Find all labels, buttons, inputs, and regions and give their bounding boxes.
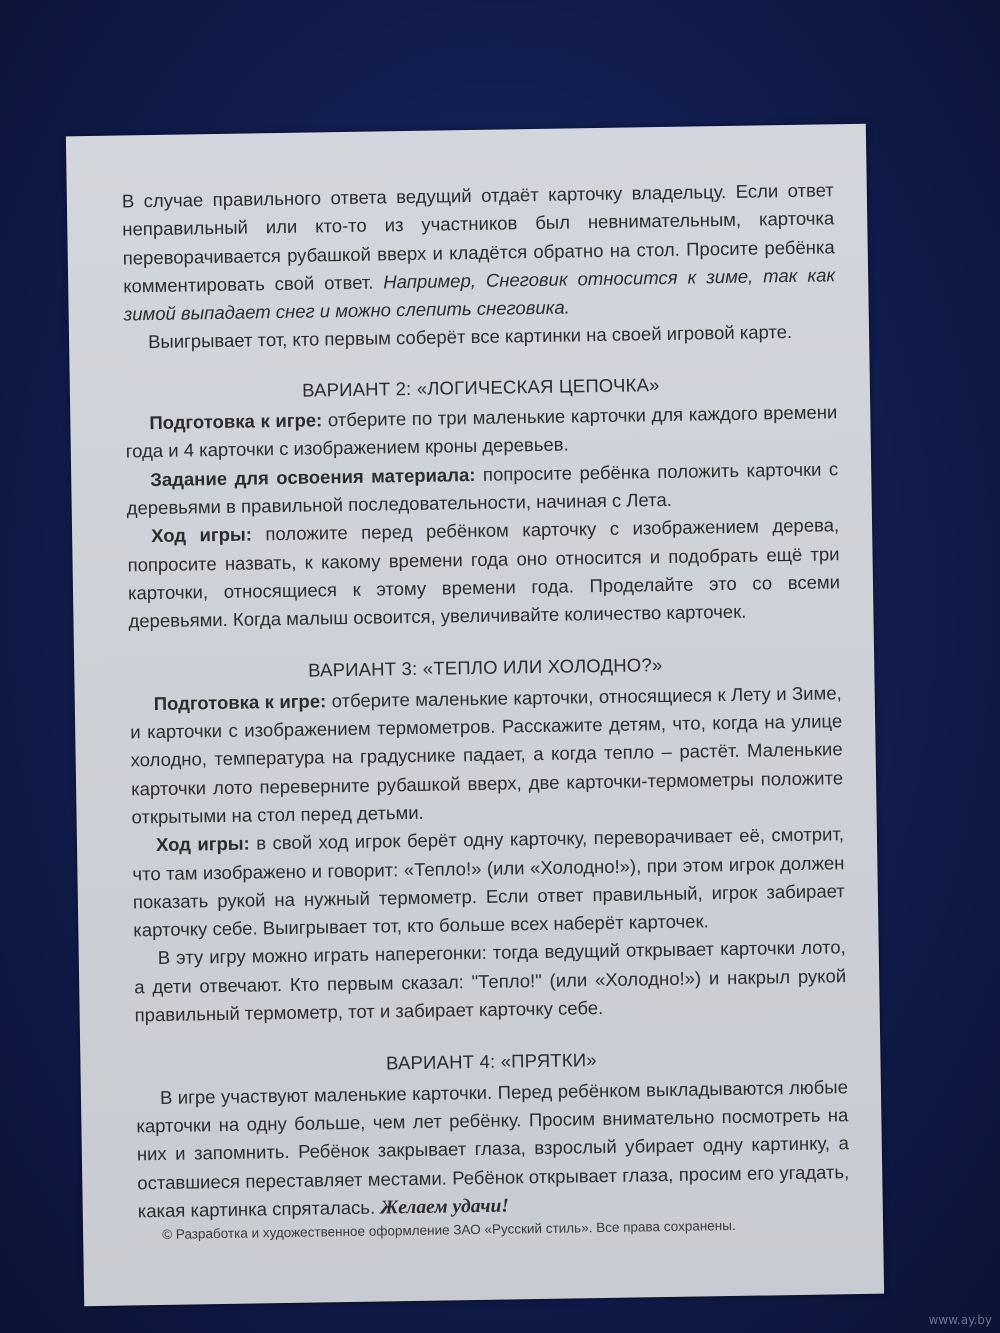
sheet-content — [122, 176, 851, 1244]
variant4-text — [136, 1073, 850, 1227]
variant3-prep-text: отберите маленькие карточки, относящиеся к Лету и Зиме, и карточки с изображением термометров. Расскажите детям, что, когда на улице холодно, температура на градуснике падает, а когда тепло – растёт. Маленькие карточки лото переверните рубашкой вверх, две карточки-термометры положите открытыми на стол перед детьми. — [130, 681, 844, 828]
variant2-task-text: попросите ребёнка положить карточки с деревьями в правильной последовательности, начиная с Лета. — [126, 457, 839, 519]
variant3-move-text: в свой ход игрок берёт одну карточку, переворачивает её, смотрит, что там изображено и говорит: «Тепло!» (или «Холодно!»), при этом игрок должен показать рукой на нужный термометр. Если ответ правильный, игрок забирает карточку себе. Выигрывает тот, кто больше всех наберёт карточек. — [132, 823, 845, 941]
variant4-heading: ВАРИАНТ 4: «ПРЯТКИ» — [385, 1049, 597, 1074]
variant3-move — [132, 820, 846, 944]
variant3-heading: ВАРИАНТ 3: «ТЕПЛО ИЛИ ХОЛОДНО?» — [307, 654, 663, 682]
variant2-move-text: положите перед ребёнком карточку с изображением дерева, попросите назвать, к какому времени года оно относится и подобрать ещё три карточки, относящиеся к этому времени года. Проделайте это со всеми деревьями. Когда малыш освоится, увеличивайте количество карточек. — [127, 514, 841, 632]
variant2-prep-text: отберите по три маленькие карточки для каждого времени года и 4 карточки с изображением кроны деревьев. — [125, 401, 838, 462]
win-condition: Выигрывает тот, кто первым соберёт все картинки на своей игровой карте. — [147, 321, 793, 353]
intro-text: В случае правильного ответа ведущий отдаёт карточку владельцу. Если ответ неправильный или кто-то из участников был невнимательным, карточка переворачивается рубашкой вверх и кладётся обратно на стол. Просите ребёнка комментировать свой ответ. — [121, 179, 835, 297]
intro-example: Например, Снеговик относится к зиме, так как зимой выпадает снег и можно слепить снеговика. — [123, 264, 836, 325]
variant3-prep-label: Подготовка к игре: — [153, 690, 327, 714]
intro-paragraph — [122, 176, 836, 329]
variant4-body: В игре участвуют маленькие карточки. Перед ребёнком выкладываются любые карточки на одну больше, чем лет ребёнку. Просим внимательно посмотреть на них и запомнить. Ребёнок закрывает глаза, взрослый убирает одну картинку, а оставшиеся переставляет местами. Ребёнок открывает глаза, просим его угадать, какая картинка спряталась. — [136, 1075, 850, 1222]
variant2-heading: ВАРИАНТ 2: «ЛОГИЧЕСКАЯ ЦЕПОЧКА» — [301, 373, 660, 401]
variant3-prep — [130, 679, 844, 832]
copyright-footer: © Разработка и художественное оформление ЗАО «Русский стиль». Все права сохранены. — [162, 1218, 736, 1243]
variant2-prep-label: Подготовка к игре: — [149, 409, 323, 434]
instruction-sheet — [66, 124, 884, 1306]
variant3-move-label: Ход игры: — [155, 832, 250, 856]
watermark: www.ay.by — [928, 1313, 992, 1327]
variant2-move-label: Ход игры: — [150, 523, 253, 547]
variant2-move — [127, 512, 841, 636]
variant3-race: В эту игру можно играть наперегонки: тогда ведущий открывает карточки лото, а дети отвечают. Кто первым сказал: "Тепло!" (или «Холодно!») и накрыл рукой правильный термометр, тот и забирает карточку себе. — [134, 936, 847, 1026]
variant2-task-label: Задание для освоения материала: — [150, 463, 476, 490]
good-luck-text: Желаем удачи! — [380, 1195, 510, 1219]
